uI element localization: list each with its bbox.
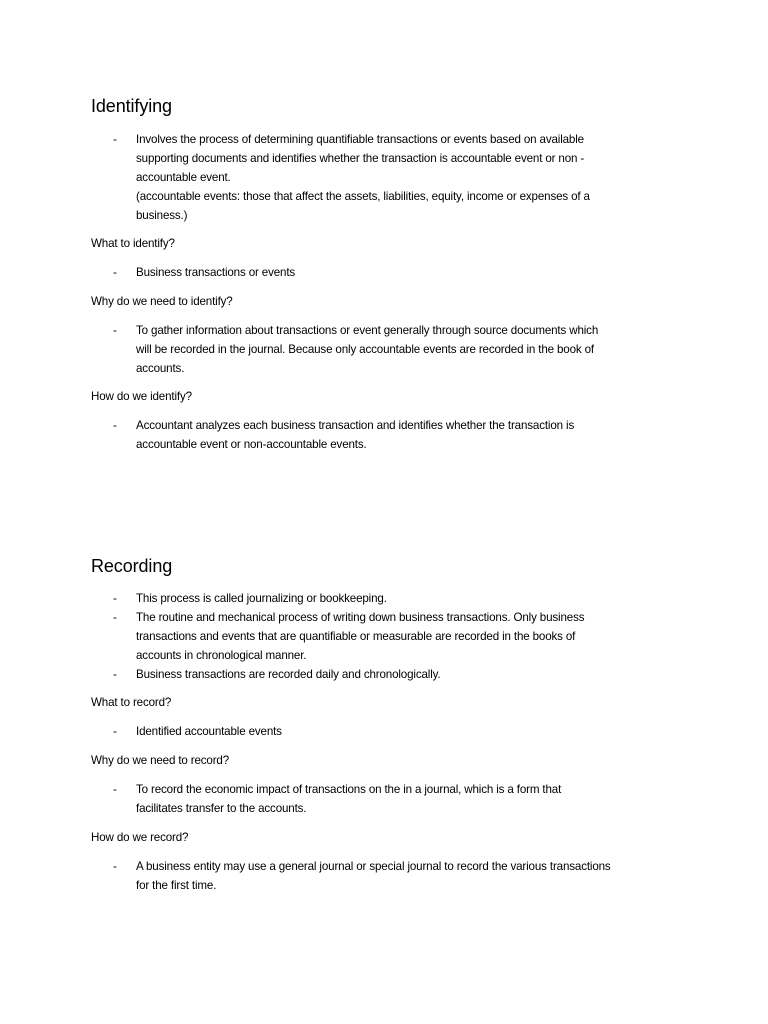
bullet-dash: -: [113, 133, 117, 146]
recording-why-list: [0, 780, 696, 818]
bullet-text-line: To record the economic impact of transactions on the in a journal, which is a form that: [136, 783, 562, 796]
question-what-to-record: What to record?: [91, 696, 172, 709]
bullet-text-line: Involves the process of determining quantifiable transactions or events based on available: [136, 133, 584, 146]
bullet-text-line: will be recorded in the journal. Because only accountable events are recorded in the book of: [136, 343, 594, 356]
bullet-text-line: accountable event.: [136, 171, 231, 184]
list-item: [0, 263, 696, 282]
bullet-dash: -: [113, 419, 117, 432]
bullet-dash: -: [113, 668, 117, 681]
question-what-to-identify: What to identify?: [91, 237, 175, 250]
question-why-identify: Why do we need to identify?: [91, 295, 233, 308]
bullet-dash: -: [113, 783, 117, 796]
bullet-text-line: Identified accountable events: [136, 725, 282, 738]
list-item: [0, 665, 696, 684]
bullet-dash: -: [113, 592, 117, 605]
bullet-text-line: Accountant analyzes each business transaction and identifies whether the transaction is: [136, 419, 575, 432]
bullet-dash: -: [113, 725, 117, 738]
heading-identifying: Identifying: [91, 96, 172, 116]
list-item: [0, 321, 696, 378]
bullet-text-line: A business entity may use a general journal or special journal to record the various transactions: [136, 860, 611, 873]
bullet-text-line: transactions and events that are quantifiable or measurable are recorded in the books of: [136, 630, 576, 643]
list-item: [0, 416, 696, 454]
bullet-text-line: for the first time.: [136, 879, 217, 892]
list-item: [0, 722, 696, 741]
bullet-dash: -: [113, 266, 117, 279]
identifying-why-list: [0, 321, 696, 378]
bullet-dash: -: [113, 611, 117, 624]
recording-what-list: [0, 722, 696, 741]
bullet-text-line: Business transactions or events: [136, 266, 296, 279]
bullet-dash: -: [113, 324, 117, 337]
bullet-text-line: accounts.: [136, 362, 185, 375]
bullet-text-line: accountable event or non-accountable events.: [136, 438, 367, 451]
list-item: [0, 608, 696, 665]
bullet-text-line: accounts in chronological manner.: [136, 649, 307, 662]
bullet-text-line: (accountable events: those that affect the assets, liabilities, equity, income or expenses of a: [136, 190, 590, 203]
list-item: [0, 857, 696, 895]
bullet-text-line: The routine and mechanical process of writing down business transactions. Only business: [136, 611, 585, 624]
list-item: [0, 780, 696, 818]
identifying-how-list: [0, 416, 696, 454]
list-item: [0, 589, 696, 608]
bullet-text-line: business.): [136, 209, 188, 222]
identifying-intro-list: [0, 130, 696, 225]
question-how-record: How do we record?: [91, 831, 189, 844]
question-how-identify: How do we identify?: [91, 390, 192, 403]
bullet-text-line: facilitates transfer to the accounts.: [136, 802, 307, 815]
bullet-dash: -: [113, 860, 117, 873]
recording-intro-list: [0, 589, 696, 684]
recording-how-list: [0, 857, 696, 895]
bullet-text-line: supporting documents and identifies whether the transaction is accountable event or non -: [136, 152, 585, 165]
identifying-what-list: [0, 263, 696, 282]
question-why-record: Why do we need to record?: [91, 754, 230, 767]
heading-recording: Recording: [91, 556, 173, 576]
bullet-text-line: Business transactions are recorded daily and chronologically.: [136, 668, 441, 681]
bullet-text-line: This process is called journalizing or bookkeeping.: [136, 592, 387, 605]
list-item: [0, 130, 696, 225]
bullet-text-line: To gather information about transactions or event generally through source documents which: [136, 324, 599, 337]
